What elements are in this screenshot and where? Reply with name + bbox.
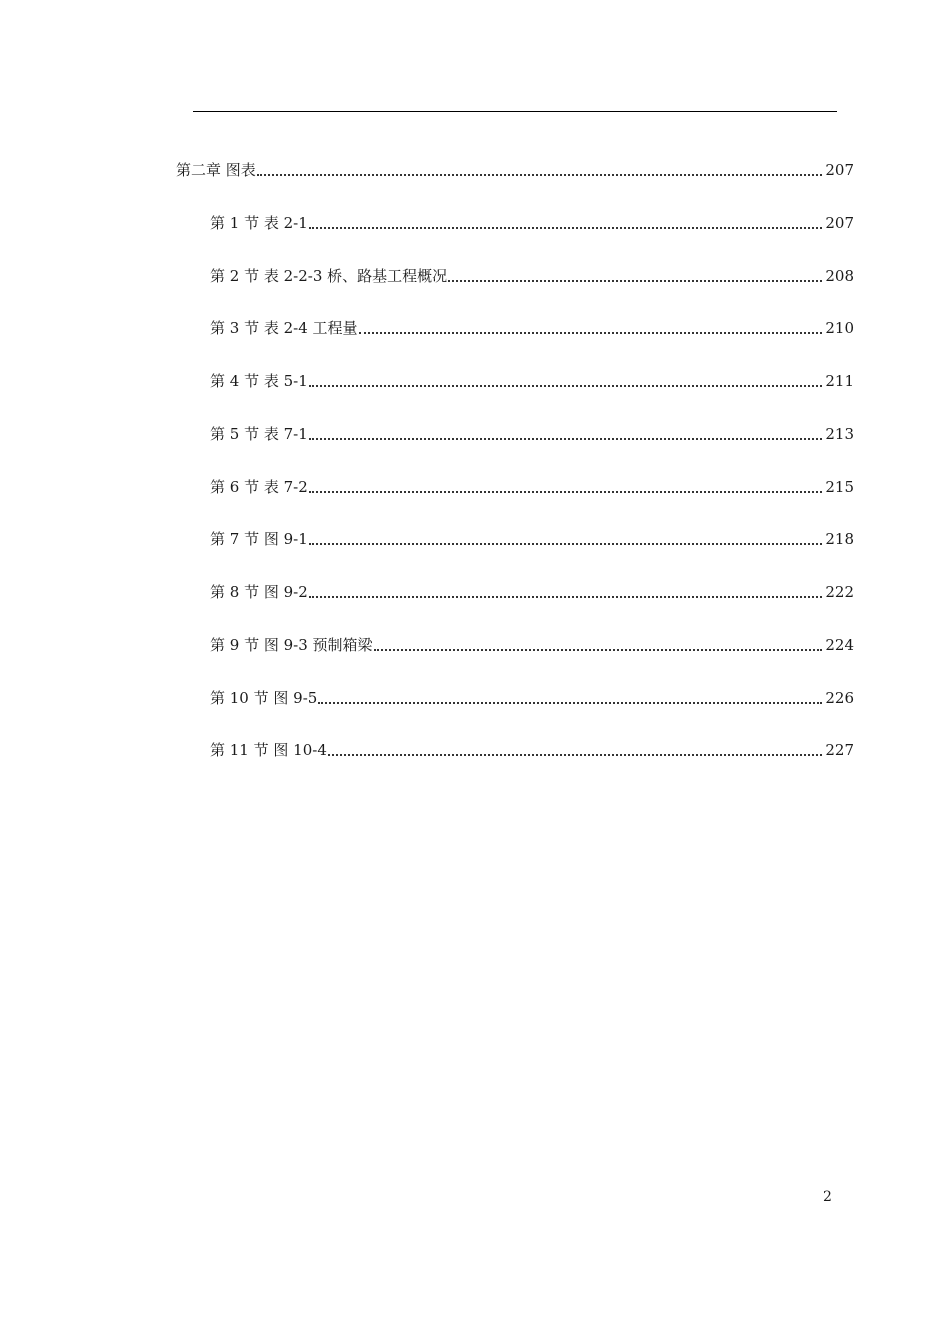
toc-entry[interactable] <box>210 266 854 286</box>
toc-entry-page: 218 <box>825 530 854 548</box>
toc-entry[interactable] <box>210 529 854 549</box>
toc-dot-leader <box>318 702 822 704</box>
toc-dot-leader <box>257 174 823 176</box>
toc-entry[interactable] <box>210 582 854 602</box>
toc-entry-page: 215 <box>825 478 854 496</box>
toc-entry-page: 227 <box>825 741 854 759</box>
toc-entry-title: 第 8 节 图 9-2 <box>210 583 308 601</box>
toc-entry-title: 第 6 节 表 7-2 <box>210 478 308 496</box>
toc-entry[interactable] <box>210 424 854 444</box>
toc-entry-title: 第 11 节 图 10-4 <box>210 741 327 759</box>
toc-entry[interactable] <box>210 477 854 497</box>
toc-entry[interactable] <box>210 371 854 391</box>
toc-dot-leader <box>359 332 823 334</box>
toc-entry-page: 222 <box>825 583 854 601</box>
toc-dot-leader <box>448 280 822 282</box>
toc-entry-title: 第 2 节 表 2-2-3 桥、路基工程概况 <box>210 267 448 285</box>
toc-entry[interactable] <box>210 635 854 655</box>
toc-entry-page: 226 <box>825 689 854 707</box>
toc-dot-leader <box>309 596 823 598</box>
toc-entry-page: 208 <box>825 267 854 285</box>
toc-entry[interactable] <box>210 688 854 708</box>
toc-entry-page: 213 <box>825 425 854 443</box>
toc-entry-page: 207 <box>825 161 854 179</box>
toc-dot-leader <box>309 438 823 440</box>
toc-entry-page: 211 <box>825 372 854 390</box>
toc-entry-title: 第 4 节 表 5-1 <box>210 372 308 390</box>
toc-entry[interactable] <box>210 318 854 338</box>
toc-dot-leader <box>309 543 823 545</box>
toc-dot-leader <box>374 649 823 651</box>
toc-dot-leader <box>328 754 823 756</box>
toc-entry[interactable] <box>210 740 854 760</box>
toc-entry-title: 第 10 节 图 9-5 <box>210 689 318 707</box>
header-rule <box>193 111 837 112</box>
toc-entry-title: 第 9 节 图 9-3 预制箱梁 <box>210 636 373 654</box>
toc-entry-title: 第二章 图表 <box>176 161 256 179</box>
toc-entry-title: 第 1 节 表 2-1 <box>210 214 308 232</box>
toc-entry[interactable] <box>210 213 854 233</box>
toc-dot-leader <box>309 385 823 387</box>
toc-entry-title: 第 3 节 表 2-4 工程量 <box>210 319 358 337</box>
toc-entry-page: 210 <box>825 319 854 337</box>
toc-dot-leader <box>309 491 823 493</box>
toc-entry-title: 第 7 节 图 9-1 <box>210 530 308 548</box>
toc-entry-page: 207 <box>825 214 854 232</box>
toc-dot-leader <box>309 227 823 229</box>
toc-entry-title: 第 5 节 表 7-1 <box>210 425 308 443</box>
page-number: 2 <box>823 1189 832 1205</box>
toc-entry-page: 224 <box>825 636 854 654</box>
toc-entry[interactable] <box>176 160 854 180</box>
